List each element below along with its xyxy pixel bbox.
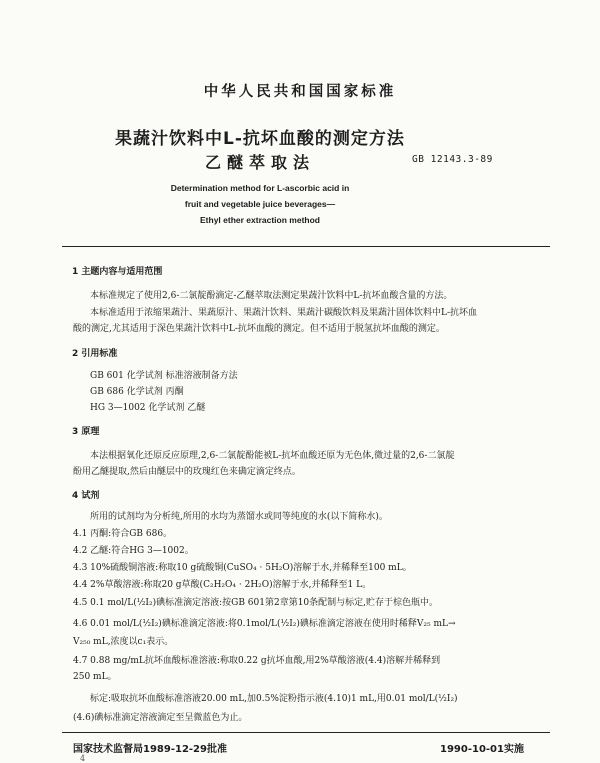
paragraph-line: 所用的试剂均为分析纯,所用的水均为蒸馏水或同等纯度的水(以下简称水)。 <box>90 512 388 522</box>
paragraph-line: 酸的测定,尤其适用于深色果蔬汁饮料中L-抗坏血酸的测定。但不适用于脱氢抗坏血酸的测定。 <box>73 324 445 334</box>
section-heading: 4 试剂 <box>72 491 100 501</box>
reference-line: GB 601 化学试剂 标准溶液制备方法 <box>90 371 238 381</box>
reference-line: HG 3—1002 化学试剂 乙醚 <box>90 403 206 413</box>
paragraph-line: 酚用乙醚提取,然后由醚层中的玫瑰红色来确定滴定终点。 <box>73 467 301 477</box>
paragraph-line: 本标准规定了使用2,6-二氯靛酚滴定-乙醚萃取法测定果蔬汁饮料中L-抗坏血酸含量的方法。 <box>90 291 453 301</box>
paragraph-line: 本法根据氧化还原反应原理,2,6-二氯靛酚能被L-抗坏血酸还原为无色体,微过量的2,6-二氯靛 <box>90 451 455 461</box>
clause-line: 250 mL。 <box>73 672 117 682</box>
paragraph-line: 本标准适用于浓缩果蔬汁、果蔬原汁、果蔬汁饮料、果蔬汁碳酸饮料及果蔬汁固体饮料中L-抗坏血 <box>90 308 478 318</box>
clause-line: 4.2 乙醚:符合HG 3—1002。 <box>73 546 194 556</box>
paragraph-line: (4.6)碘标准滴定溶液滴定至呈微蓝色为止。 <box>73 713 248 723</box>
english-title-line: fruit and vegetable juice beverages— <box>184 199 336 209</box>
approval-date: 国家技术监督局1989-12-29批准 <box>73 744 227 755</box>
clause-line: 4.3 10%硫酸铜溶液:称取10 g硫酸铜(CuSO₄ · 5H₂O)溶解于水,并稀释至100 mL。 <box>73 563 412 573</box>
national-standard-label: 中华人民共和国国家标准 <box>203 84 397 100</box>
clause-line: 4.7 0.88 mg/mL抗坏血酸标准溶液:称取0.22 g抗坏血酸,用2%草酸溶液(4.4)溶解并稀释到 <box>73 656 441 666</box>
section-heading: 3 原理 <box>72 427 100 437</box>
clause-line: 4.5 0.1 mol/L(½I₂)碘标准滴定溶液:按GB 601第2章第10条配制与标定,贮存于棕色瓶中。 <box>73 598 439 608</box>
document-title: 果蔬汁饮料中L-抗坏血酸的测定方法 <box>115 129 405 149</box>
reference-line: GB 686 化学试剂 丙酮 <box>90 387 184 397</box>
clause-line: V₂₅₀ mL,浓度以c₁表示。 <box>73 637 174 647</box>
standard-code: GB 12143.3-89 <box>412 154 493 165</box>
english-title-line: Determination method for L-ascorbic acid in <box>170 183 350 193</box>
paragraph-line: 标定:吸取抗坏血酸标准溶液20.00 mL,加0.5%淀粉指示液(4.10)1 mL,用0.01 mol/L(½I₂) <box>90 694 458 704</box>
footer-divider <box>62 732 550 733</box>
effective-date: 1990-10-01实施 <box>440 744 524 755</box>
english-title-line: Ethyl ether extraction method <box>200 215 320 225</box>
clause-line: 4.6 0.01 mol/L(½I₂)碘标准滴定溶液:将0.1mol/L(½I₂)碘标准滴定溶液在使用时稀释V₂₅ mL→ <box>73 619 456 629</box>
section-heading: 2 引用标准 <box>72 349 118 359</box>
document-subtitle: 乙醚萃取法 <box>204 153 315 172</box>
section-heading: 1 主题内容与适用范围 <box>72 267 163 277</box>
clause-line: 4.1 丙酮:符合GB 686。 <box>73 529 173 539</box>
header-divider <box>62 246 550 247</box>
page-mark: 4 <box>80 754 86 763</box>
clause-line: 4.4 2%草酸溶液:称取20 g草酸(C₂H₂O₄ · 2H₂O)溶解于水,并稀释至1 L。 <box>73 580 372 590</box>
